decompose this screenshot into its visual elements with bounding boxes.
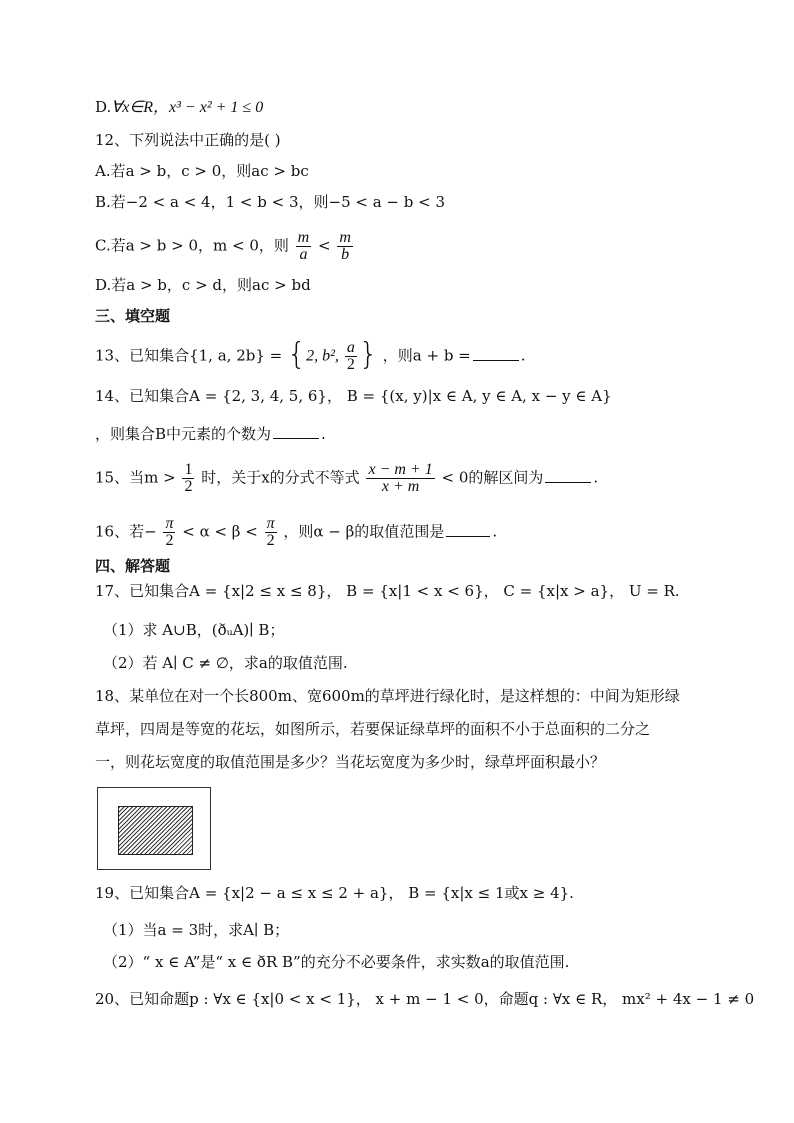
q19-stem: 19、已知集合A = {x|2 − a ≤ x ≤ 2 + a}， B = {x|x ≤ 1或x ≥ 4}. — [95, 884, 574, 902]
q17-part2: （2）若 A∣ C ≠ ∅，求a的取值范围. — [103, 654, 348, 672]
q18-line2: 草坪，四周是等宽的花坛，如图所示，若要保证绿草坪的面积不小于总面积的二分之 — [95, 720, 651, 738]
fraction: $\frac{1}{2}$ — [184, 461, 193, 495]
q13: 13、已知集合{1, a, 2b} = {2, b², $\frac{a}{2}$ } ，则a + b = . — [95, 336, 526, 373]
q14-line1: 14、已知集合A = {2, 3, 4, 5, 6}， B = {(x, y)|x ∈ A, y ∈ A, x − y ∈ A} — [95, 387, 612, 405]
q19-part1: （1）当a = 3时，求A∣ B； — [103, 921, 290, 939]
q15: 15、当m > $\frac{1}{2}$ 时，关于x的分式不等式 $\frac{x - m + 1}{x + m}$ < 0的解区间为 . — [95, 461, 599, 495]
answer-blank — [545, 480, 591, 483]
q14-line2: ，则集合B中元素的个数为 . — [95, 425, 326, 443]
q18-line1: 18、某单位在对一个长800m、宽600m的草坪进行绿化时，是这样想的：中间为矩形绿 — [95, 687, 680, 705]
q16: 16、若− $\frac{\pi}{2}$ < α < β < $\frac{\pi}{2}$ ，则α − β的取值范围是 . — [95, 515, 498, 549]
section-heading-fill-in: 三、填空题 — [95, 307, 171, 325]
fraction: $\frac{x - m + 1}{x + m}$ — [368, 461, 433, 495]
fraction: $\frac{m}{a}$ — [297, 229, 310, 263]
answer-blank — [273, 436, 319, 439]
fraction: $\frac{\pi}{2}$ — [266, 515, 275, 549]
answer-blank — [446, 534, 490, 537]
lawn-diagram — [97, 787, 211, 870]
q17-stem: 17、已知集合A = {x|2 ≤ x ≤ 8}， B = {x|1 < x < 6}， C = {x|x > a}， U = R. — [95, 582, 680, 600]
fraction: $\frac{a}{2}$ — [346, 339, 355, 373]
section-heading-solutions: 四、解答题 — [95, 557, 171, 575]
hatched-lawn — [118, 806, 193, 855]
fraction: $\frac{m}{b}$ — [339, 229, 351, 263]
answer-blank — [473, 358, 519, 361]
q17-part1: （1）求 A∪B，(ðᵤA)∣ B； — [103, 621, 285, 639]
q18-line3: 一，则花坛宽度的取值范围是多少？当花坛宽度为多少时，绿草坪面积最小？ — [95, 753, 606, 771]
q12-option-b: B.若−2 < a < 4，1 < b < 3，则−5 < a − b < 3 — [95, 193, 446, 211]
q12-stem: 12、下列说法中正确的是( ) — [95, 131, 281, 149]
q12-option-c: C.若a > b > 0，m < 0，则 $\frac{m}{a}$ < $\frac{m}{b}$ — [95, 229, 351, 263]
q12-option-a: A.若a > b，c > 0，则ac > bc — [95, 162, 309, 180]
q19-part2: （2）“ x ∈ A”是“ x ∈ ðR B”的充分不必要条件，求实数a的取值范围. — [103, 953, 570, 971]
q11-option-d: D.∀x∈R，x³ − x² + 1 ≤ 0 — [95, 98, 264, 116]
q20-stem: 20、已知命题p : ∀x ∈ {x|0 < x < 1}， x + m − 1 < 0，命题q : ∀x ∈ R， mx² + 4x − 1 ≠ 0 — [95, 990, 755, 1008]
q12-option-d: D.若a > b，c > d，则ac > bd — [95, 276, 311, 294]
fraction: $\frac{\pi}{2}$ — [165, 515, 174, 549]
